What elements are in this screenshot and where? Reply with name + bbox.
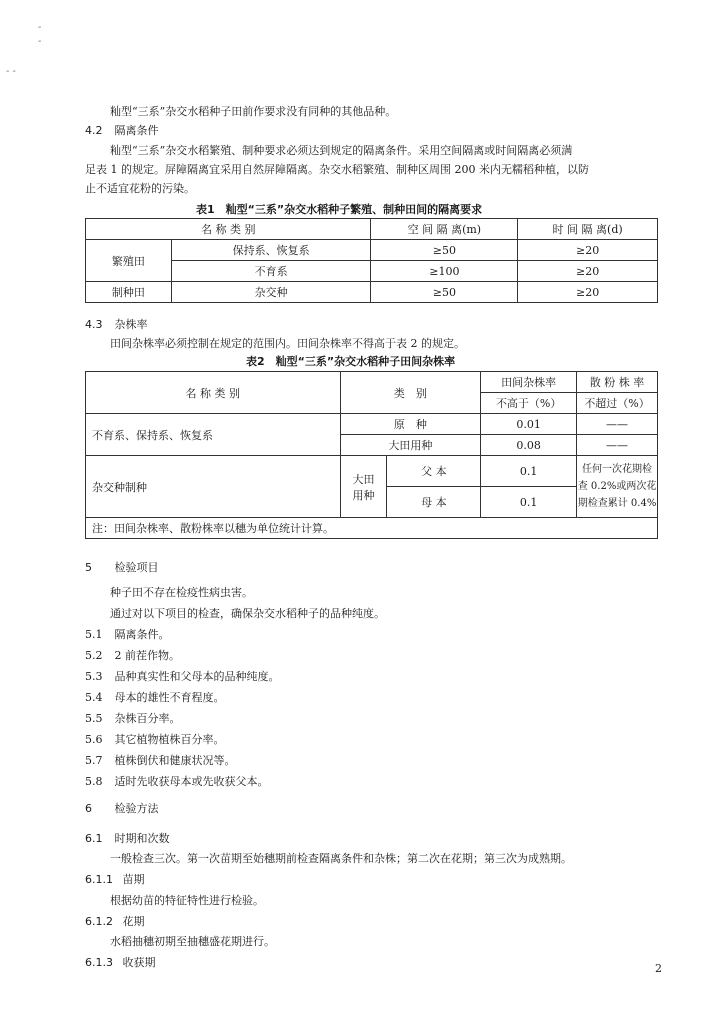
list-item: 5.2 2 前茬作物。 — [85, 649, 180, 662]
header-cell: 田间杂株率 — [481, 372, 577, 393]
rate-cell: 0.01 — [481, 414, 577, 435]
group-cell: 制种田 — [86, 282, 172, 303]
pollen-cell: —— — [577, 414, 658, 435]
space-cell: ≥50 — [371, 240, 518, 261]
type-cell: 不育系 — [171, 261, 371, 282]
class-cell: 原 种 — [340, 414, 481, 435]
space-cell: ≥50 — [371, 282, 518, 303]
intro-line: 籼型“三系”杂交水稻种子田前作要求没有同种的其他品种。 — [110, 105, 397, 118]
page-number: 2 — [655, 962, 662, 975]
rate-cell: 0.08 — [481, 435, 577, 456]
class-cell: 母 本 — [387, 487, 481, 518]
table-row — [86, 282, 658, 303]
class-cell: 大田用种 — [340, 435, 481, 456]
name-cell: 不育系、保持系、恢复系 — [86, 414, 341, 456]
type-cell: 保持系、恢复系 — [171, 240, 371, 261]
scan-mark: - — [38, 22, 42, 33]
table-row — [86, 414, 658, 435]
section-heading-4-3: 4.3 杂株率 — [85, 318, 148, 331]
list-item: 5.4 母本的雄性不育程度。 — [85, 691, 225, 704]
class-cell: 父 本 — [387, 456, 481, 487]
paragraph-line: 种子田不存在检疫性病虫害。 — [110, 586, 253, 599]
section-heading-4-2: 4.2 隔离条件 — [85, 124, 159, 137]
paragraph-line: 水稻抽穗初期至抽穗盛花期进行。 — [110, 935, 275, 948]
header-cell: 类 别 — [340, 372, 481, 414]
off-type-table — [85, 371, 658, 539]
section-heading-6: 6 检验方法 — [85, 802, 159, 815]
rate-cell: 0.1 — [481, 456, 577, 487]
group-cell: 繁殖田 — [86, 240, 172, 282]
table-header-row — [86, 219, 658, 240]
paragraph-line: 止不适宜花粉的污染。 — [85, 182, 195, 195]
table-row — [86, 261, 658, 282]
scan-mark: - - — [6, 66, 16, 77]
list-item: 5.1 隔离条件。 — [85, 628, 170, 641]
scan-mark: - — [38, 36, 42, 47]
paragraph-line: 通过对以下项目的检查，确保杂交水稻种子的品种纯度。 — [110, 607, 385, 620]
paragraph-line: 根据幼苗的特征特性进行检验。 — [110, 894, 264, 907]
table1-caption: 表1 籼型“三系”杂交水稻种子繁殖、制种田间的隔离要求 — [196, 203, 483, 216]
header-cell: 不超过（%） — [577, 393, 658, 414]
rate-cell: 0.1 — [481, 487, 577, 518]
table-header-row — [86, 372, 658, 393]
section-heading-6-1-2: 6.1.2 花期 — [85, 915, 145, 928]
table-row — [86, 240, 658, 261]
section-heading-6-1-3: 6.1.3 收获期 — [85, 956, 156, 969]
section-heading-6-1: 6.1 时期和次数 — [85, 832, 170, 845]
paragraph-line: 足表 1 的规定。屏障隔离宜采用自然屏障隔离。杂交水稻繁殖、制种区周围 200 米内无糯稻种植，以防 — [85, 163, 589, 176]
header-cell: 名 称 类 别 — [86, 372, 341, 414]
time-cell: ≥20 — [518, 261, 658, 282]
time-cell: ≥20 — [518, 282, 658, 303]
list-item: 5.7 植株倒伏和健康状况等。 — [85, 754, 236, 767]
header-cell: 空 间 隔 离(m) — [371, 219, 518, 240]
paragraph-line: 籼型“三系”杂交水稻繁殖、制种要求必须达到规定的隔离条件。采用空间隔离或时间隔离必须满 — [110, 144, 573, 157]
header-cell: 名 称 类 别 — [86, 219, 371, 240]
type-cell: 杂交种 — [171, 282, 371, 303]
paragraph-line: 田间杂株率必须控制在规定的范围内。田间杂株率不得高于表 2 的规定。 — [110, 337, 465, 350]
section-heading-5: 5 检验项目 — [85, 561, 159, 574]
isolation-table — [85, 218, 658, 303]
header-cell: 时 间 隔 离(d) — [518, 219, 658, 240]
pollen-cell: 任何一次花期检 查 0.2%或两次花 期检查累计 0.4% — [577, 456, 658, 518]
space-cell: ≥100 — [371, 261, 518, 282]
table-row — [86, 456, 658, 487]
table-note-row — [86, 518, 658, 539]
group-cell: 大田 用种 — [340, 456, 387, 518]
time-cell: ≥20 — [518, 240, 658, 261]
list-item: 5.8 适时先收获母本或先收获父本。 — [85, 775, 269, 788]
list-item: 5.6 其它植物植株百分率。 — [85, 733, 225, 746]
table-note: 注：田间杂株率、散粉株率以穗为单位统计计算。 — [86, 518, 658, 539]
paragraph-line: 一般检查三次。第一次苗期至始穗期前检查隔离条件和杂株；第二次在花期；第三次为成熟期。 — [110, 852, 572, 865]
list-item: 5.5 杂株百分率。 — [85, 712, 181, 725]
section-heading-6-1-1: 6.1.1 苗期 — [85, 873, 145, 886]
list-item: 5.3 品种真实性和父母本的品种纯度。 — [85, 670, 280, 683]
header-cell: 散 粉 株 率 — [577, 372, 658, 393]
header-cell: 不高于（%） — [481, 393, 577, 414]
pollen-cell: —— — [577, 435, 658, 456]
name-cell: 杂交种制种 — [86, 456, 341, 518]
table2-caption: 表2 籼型“三系”杂交水稻种子田间杂株率 — [246, 355, 456, 368]
